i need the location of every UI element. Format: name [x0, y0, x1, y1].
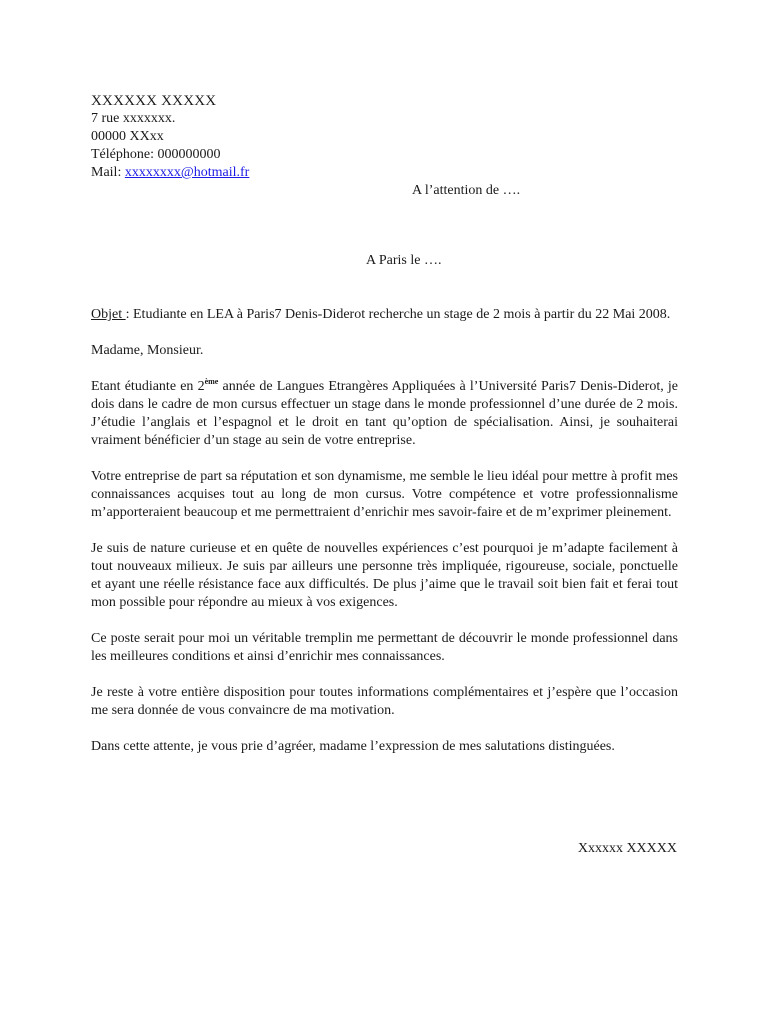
object-label: Objet: [91, 307, 126, 322]
sender-address-block: [91, 92, 249, 182]
sender-phone-line: [91, 146, 249, 164]
object-text: Etudiante en LEA à Paris7 Denis-Diderot recherche un stage de 2 mois à partir du 22 Mai 2008.: [133, 307, 671, 322]
sender-mail-line: [91, 164, 249, 182]
recipient-attention: A l’attention de ….: [412, 183, 521, 198]
sender-name: XXXXXX XXXXX: [91, 93, 217, 109]
paragraph-1-rest: année de Langues Etrangères Appliquées à l’Université Paris7 Denis-Diderot, je dois dans le cadre de mon cursus effectuer un stage dans le monde professionnel d’une durée de 2 mois. J’étudie l’anglais et l’espagnol et le droit en tant qu’option de spécialisation. Ainsi, je souhaiterai vraiment bénéficier d’un stage au sein de votre entreprise.: [91, 379, 678, 448]
object-separator: :: [125, 307, 133, 322]
paragraph-2: Votre entreprise de part sa réputation et son dynamisme, me semble le lieu idéal pour mettre à profit mes connaissances acquises tout au long de mon cursus. Votre compétence et votre professionnalisme m’apporteraient beaucoup et me permettraient d’enrichir mes savoir-faire et de m’exprimer pleinement.: [91, 469, 678, 520]
signature: Xxxxxx XXXXX: [577, 841, 677, 856]
closing-formula: Dans cette attente, je vous prie d’agréer, madame l’expression de mes salutations distinguées.: [91, 739, 615, 754]
paragraph-4: Ce poste serait pour moi un véritable tremplin me permettant de découvrir le monde professionnel dans les meilleures conditions et ainsi d’enrichir mes connaissances.: [91, 631, 678, 664]
object-line: [91, 306, 678, 324]
phone-number: 000000000: [157, 147, 221, 162]
sender-street: 7 rue xxxxxxx.: [91, 111, 176, 126]
phone-label: Téléphone:: [91, 147, 158, 162]
mail-label: Mail:: [91, 165, 125, 180]
paragraph-5: Je reste à votre entière disposition pour toutes informations complémentaires et j’espère que l’occasion me sera donnée de vous convaincre de ma motivation.: [91, 685, 678, 718]
paragraph-1-sup: ème: [204, 377, 219, 386]
paragraph-1: [91, 378, 678, 450]
letter-body: [91, 306, 678, 774]
salutation: Madame, Monsieur.: [91, 343, 204, 358]
sender-city: 00000 XXxx: [91, 129, 164, 144]
paragraph-1-start: Etant étudiante en 2: [91, 379, 205, 394]
email-link[interactable]: xxxxxxxx@hotmail.fr: [124, 165, 250, 180]
paragraph-3: Je suis de nature curieuse et en quête de nouvelles expériences c’est pourquoi je m’adapte facilement à tout nouveaux milieux. Je suis par ailleurs une personne très impliquée, rigoureuse, sociale, ponctuelle et ayant une réelle résistance face aux difficultés. De plus j’aime que le travail soit bien fait et ferai tout mon possible pour répondre au mieux à vos exigences.: [91, 541, 678, 610]
place-date: A Paris le ….: [366, 253, 442, 268]
